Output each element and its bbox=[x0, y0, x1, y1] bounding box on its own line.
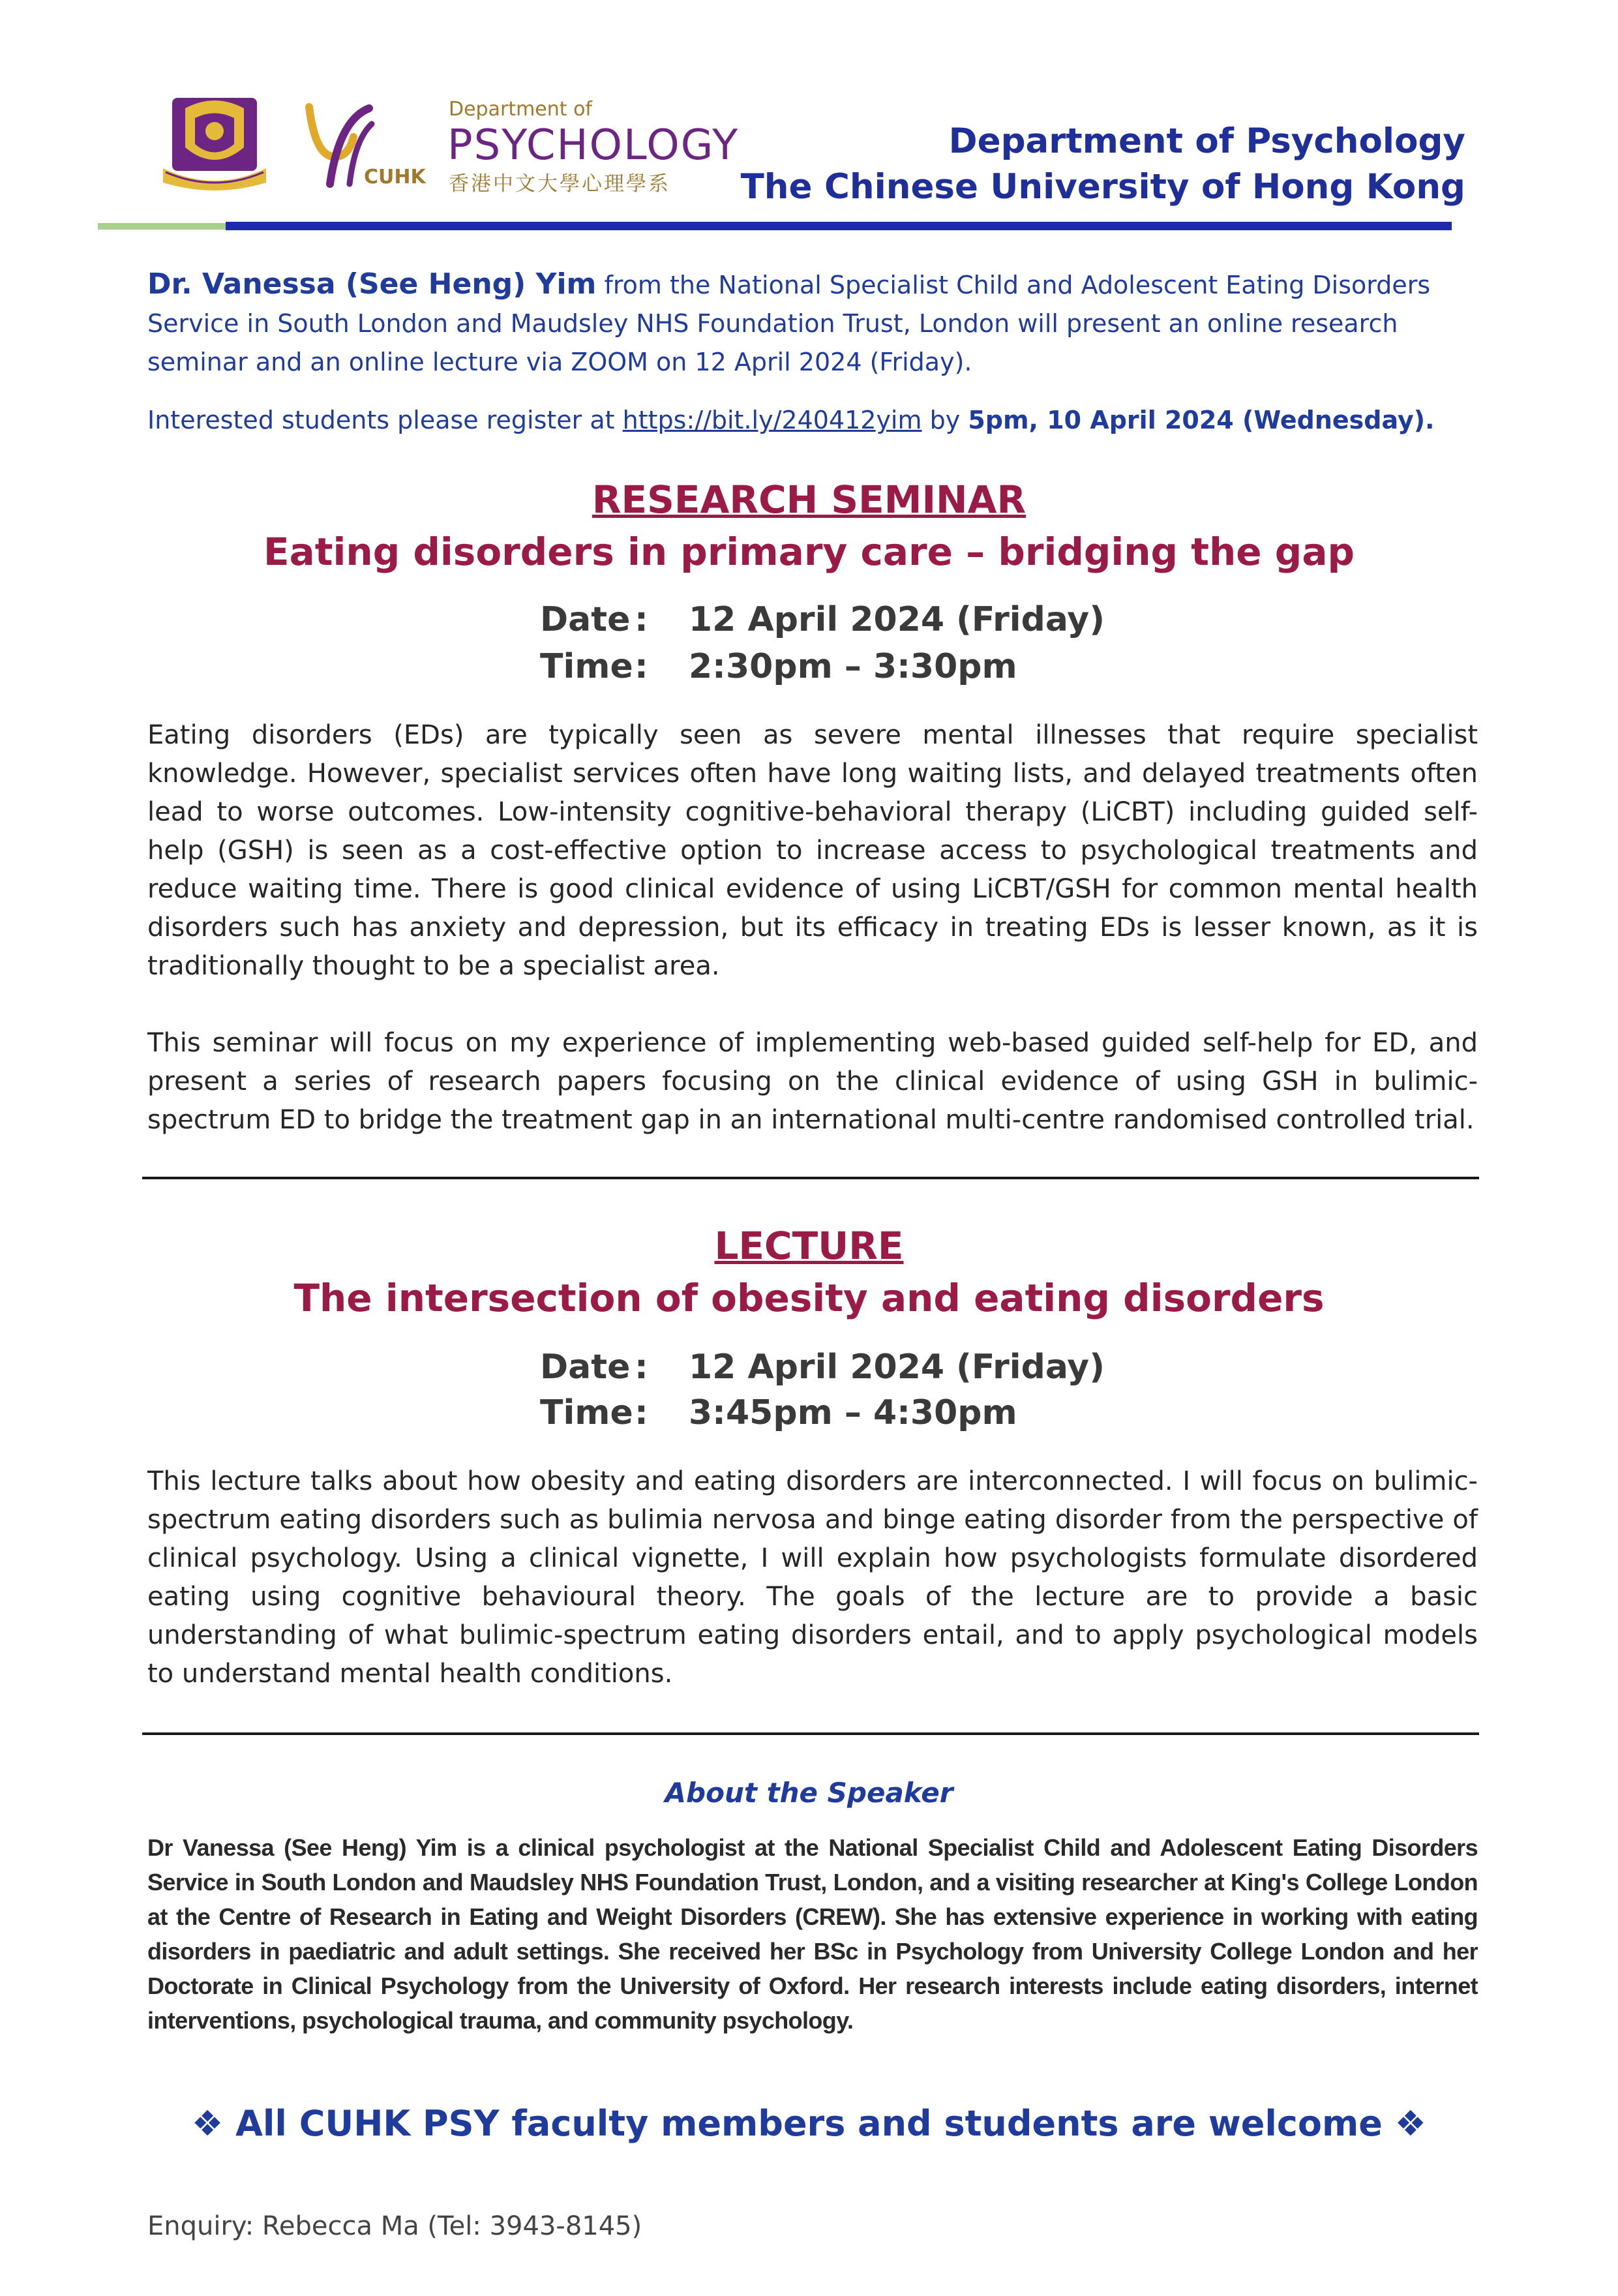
cuhk-seal-logo bbox=[159, 95, 270, 194]
seminar-time-colon: : bbox=[635, 647, 648, 686]
enquiry-contact: Enquiry: Rebecca Ma (Tel: 3943-8145) bbox=[147, 2211, 642, 2241]
logo-chinese-name: 香港中文大學心理學系 bbox=[449, 172, 670, 196]
logo-psychology-word: PSYCHOLOGY bbox=[447, 121, 740, 170]
about-speaker-heading: About the Speaker bbox=[665, 1777, 953, 1809]
lecture-date-colon: : bbox=[635, 1348, 648, 1387]
seminar-title: Eating disorders in primary care – bridging the gap bbox=[263, 530, 1355, 574]
lecture-paragraph: This lecture talks about how obesity and eating disorders are interconnected. I will focus on bulimic-spectrum eating disorders such as bulimia nervosa and binge eating disorder from the perspective of clinical psychology. Using a clinical vignette, I will explain how psychologists formulate disordered eating using cognitive behavioural theory. The goals of the lecture are to provide a basic understanding of what bulimic-spectrum eating disorders entail, and to apply psychological models to understand mental health conditions. bbox=[147, 1466, 1478, 1689]
registration-deadline: 5pm, 10 April 2024 (Wednesday). bbox=[968, 406, 1435, 434]
register-by: by bbox=[929, 406, 961, 434]
logo-department-of: Department of bbox=[449, 98, 592, 121]
seminar-label: RESEARCH SEMINAR bbox=[592, 477, 1026, 522]
seminar-date-label: Date bbox=[540, 600, 631, 639]
seminar-time-label: Time bbox=[540, 647, 633, 686]
seminar-description bbox=[147, 716, 1478, 1140]
registration-link[interactable]: https://bit.ly/240412yim bbox=[622, 406, 922, 434]
welcome-message: ❖ All CUHK PSY faculty members and students are welcome ❖ bbox=[191, 2103, 1427, 2144]
header-divider-blue bbox=[226, 222, 1452, 230]
lecture-title: The intersection of obesity and eating disorders bbox=[293, 1276, 1325, 1320]
section-divider bbox=[142, 1732, 1479, 1735]
speaker-bio: Dr Vanessa (See Heng) Yim is a clinical psychologist at the National Specialist Child and Adolescent Eating Disorders Service in South London and Maudsley NHS Foundation Trust, London, and a visiting researcher at King's College London at the Centre of Research in Eating and Weight Disorders (CREW). She has extensive experience in working with eating disorders in paediatric and adult settings. She received her BSc in Psychology from University College London and her Doctorate in Clinical Psychology from the University of Oxford. Her research interests include eating disorders, internet interventions, psychological trauma, and community psychology. bbox=[147, 1834, 1478, 2034]
section-divider bbox=[142, 1177, 1479, 1179]
intro-paragraph bbox=[147, 265, 1478, 382]
intro-text: from the National Specialist Child and Adolescent Eating Disorders Service in South London and Maudsley NHS Foundation Trust, London will present an online research seminar and an online lecture via ZOOM on 12 April 2024 (Friday). bbox=[147, 271, 1431, 376]
seminar-date-value: 12 April 2024 (Friday) bbox=[689, 600, 1105, 639]
university-name: The Chinese University of Hong Kong bbox=[740, 167, 1465, 207]
lecture-time-label: Time bbox=[540, 1393, 633, 1432]
register-prefix: Interested students please register at bbox=[147, 406, 615, 434]
lecture-date-value: 12 April 2024 (Friday) bbox=[689, 1348, 1105, 1387]
speaker-name: Dr. Vanessa (See Heng) Yim bbox=[147, 267, 597, 301]
lecture-time-value: 3:45pm – 4:30pm bbox=[689, 1393, 1017, 1432]
lecture-description bbox=[147, 1462, 1478, 1693]
seminar-paragraph-1: Eating disorders (EDs) are typically seen as severe mental illnesses that require specialist knowledge. However, specialist services often have long waiting lists, and delayed treatments often lead to worse outcomes. Low-intensity cognitive-behavioral therapy (LiCBT) including guided self-help (GSH) is seen as a cost-effective option to increase access to psychological treatments and reduce waiting time. There is good clinical evidence of using LiCBT/GSH for common mental health disorders such has anxiety and depression, but its efficacy in treating EDs is lesser known, as it is traditionally thought to be a specialist area. bbox=[147, 720, 1478, 981]
header-divider-green bbox=[98, 223, 228, 230]
lecture-time-colon: : bbox=[635, 1393, 648, 1432]
logo-cuhk-text: CUHK bbox=[364, 166, 426, 189]
department-name: Department of Psychology bbox=[948, 121, 1465, 161]
seminar-date-colon: : bbox=[635, 600, 648, 639]
seminar-time-value: 2:30pm – 3:30pm bbox=[689, 647, 1017, 686]
registration-line bbox=[147, 402, 1491, 438]
lecture-label: LECTURE bbox=[714, 1224, 904, 1268]
lecture-date-label: Date bbox=[540, 1348, 631, 1387]
seminar-paragraph-2: This seminar will focus on my experience of implementing web-based guided self-help for ED, and present a series of research papers focusing on the clinical evidence of using GSH in bulimic-spectrum ED to bridge the treatment gap in an international multi-centre randomised controlled trial. bbox=[147, 1028, 1478, 1135]
